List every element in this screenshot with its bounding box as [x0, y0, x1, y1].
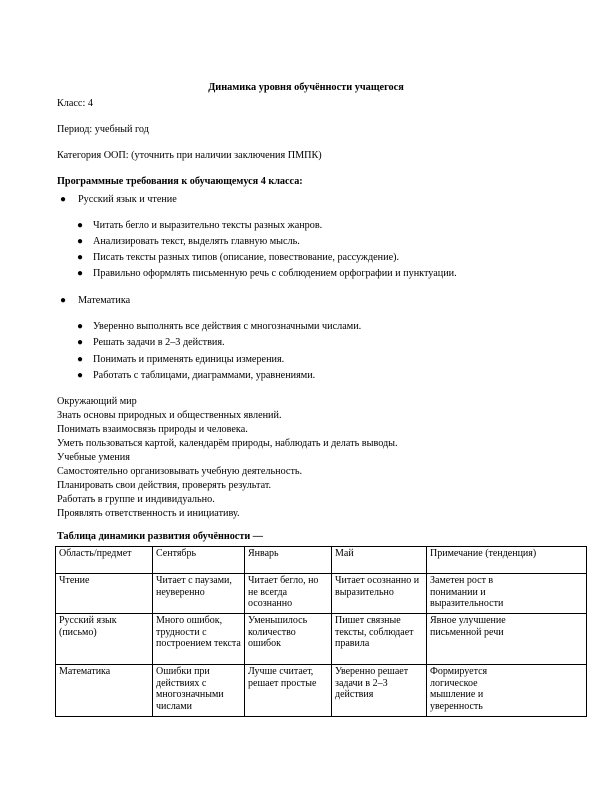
bullet-icon: ●: [60, 295, 67, 306]
table-cell: Пишет связные тексты, соблюдает правила: [332, 614, 427, 665]
table-cell: Чтение: [56, 574, 153, 614]
table-cell: Русский язык (письмо): [56, 614, 153, 665]
column-header: Январь: [245, 547, 332, 574]
requirements-heading: Программные требования к обучающемуся 4 класса:: [57, 176, 303, 187]
world-line: Знать основы природных и общественных явлений.: [57, 410, 282, 421]
bullet-icon: ●: [60, 194, 67, 205]
column-header: Примечание (тенденция): [427, 547, 587, 574]
table-cell: Уверенно решает задачи в 2–3 действия: [332, 665, 427, 717]
bullet-icon: ●: [77, 321, 84, 332]
skills-line: Планировать свои действия, проверять результат.: [57, 480, 272, 491]
table-cell: Читает бегло, но не всегда осознанно: [245, 574, 332, 614]
skills-line: Самостоятельно организовывать учебную деятельность.: [57, 466, 303, 477]
table-cell: Много ошибок, трудности с построением текста: [153, 614, 245, 665]
bullet-icon: ●: [77, 370, 84, 381]
table-cell: Явное улучшение письменной речи: [427, 614, 587, 665]
world-line: Понимать взаимосвязь природы и человека.: [57, 424, 248, 435]
table-heading: Таблица динамики развития обучённости —: [57, 531, 263, 542]
column-header: Сентябрь: [153, 547, 245, 574]
table-cell: Лучше считает, решает простые: [245, 665, 332, 717]
table-header-row: [56, 547, 587, 574]
column-header: Май: [332, 547, 427, 574]
document-page: Динамика уровня обучённости учащегося Класс: 4 Период: учебный год Категория ООП: (уточнить при наличии заключения ПМПК) Программные требования к обучающемуся 4 класса: ● Русский язык и чтение ● Читать бегло и выразительно тексты разных жанров. ● Анализировать текст, выделять главную мысль. ● Писать тексты разных типов (описание, повествование, рассуждение). ● Правильно оформлять письменную речь с соблюдением орфографии и пунктуации. ● Математика ● Уверенно выполнять все действия с многозначными числами. ● Решать задачи в 2–3 действия. ● Понимать и применять единицы измерения. ● Работать с таблицами, диаграммами, уравнениями. Окружающий мир Знать основы природных и общественных явлений. Понимать взаимосвязь природы и человека. Уметь пользоваться картой, календарём природы, наблюдать и делать выводы. Учебные умения Самостоятельно организовывать учебную деятельность. Планировать свои действия, проверять результат. Работать в группе и индивидуально. Проявлять ответственность и инициативу. Таблица динамики развития обучённости — Область/предмет Сентябрь Январь Май Примечание (тенденция) Чтение Читает с паузами, неуверенно Читает бегло, но не всегда осознанно Читает осознанно и выразительно Заметен рост в понимании и выразительности Русский язык (письмо) Много ошибок, трудности с построением текста Уменьшилось количество ошибок Пишет связные тексты, соблюдает правила Явное улучшение письменной речи Математика Ошибки при действиях с многозначными числами Лучше считает, решает простые Уверенно решает задачи в 2–3 действия Формируется логическое мышление и уверенность: [0, 0, 612, 792]
table-row: [56, 665, 587, 717]
bullet-icon: ●: [77, 252, 84, 263]
column-header: Область/предмет: [56, 547, 153, 574]
bullet-icon: ●: [77, 268, 84, 279]
table-cell: Читает с паузами, неуверенно: [153, 574, 245, 614]
skills-heading: Учебные умения: [57, 452, 130, 463]
bullet-icon: ●: [77, 337, 84, 348]
table-cell: Уменьшилось количество ошибок: [245, 614, 332, 665]
table-row: [56, 614, 587, 665]
subject-name: Русский язык и чтение: [78, 194, 177, 205]
dynamics-table: [55, 546, 587, 717]
bullet-icon: ●: [77, 220, 84, 231]
table-cell: Формируется логическое мышление и уверенность: [427, 665, 587, 717]
table-row: [56, 574, 587, 614]
skills-line: Проявлять ответственность и инициативу.: [57, 508, 240, 519]
period-line: Период: учебный год: [57, 124, 149, 135]
table-cell: Математика: [56, 665, 153, 717]
table-cell: Ошибки при действиях с многозначными числами: [153, 665, 245, 717]
category-line: Категория ООП: (уточнить при наличии заключения ПМПК): [57, 150, 322, 161]
subject-name: Математика: [78, 295, 131, 306]
class-line: Класс: 4: [57, 98, 93, 109]
world-heading: Окружающий мир: [57, 396, 137, 407]
table-cell: Заметен рост в понимании и выразительности: [427, 574, 587, 614]
table-cell: Читает осознанно и выразительно: [332, 574, 427, 614]
world-line: Уметь пользоваться картой, календарём природы, наблюдать и делать выводы.: [57, 438, 398, 449]
bullet-icon: ●: [77, 236, 84, 247]
bullet-icon: ●: [77, 354, 84, 365]
document-title: Динамика уровня обучённости учащегося: [208, 82, 404, 93]
skills-line: Работать в группе и индивидуально.: [57, 494, 215, 505]
